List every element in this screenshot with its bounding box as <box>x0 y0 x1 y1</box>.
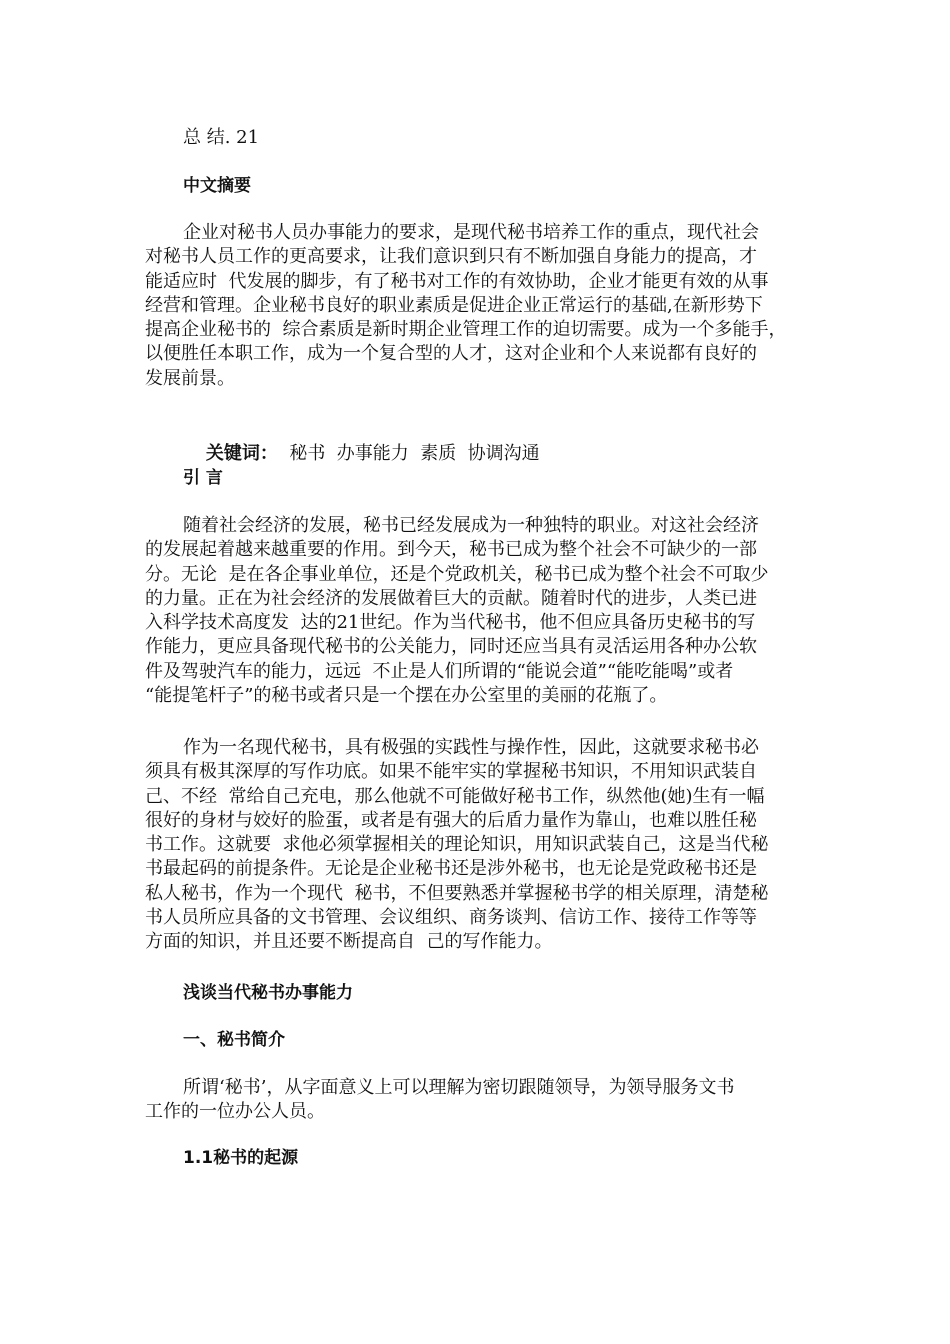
intro-line: “能提笔杆子”的秘书或者只是一个摆在办公室里的美丽的花瓶了。 <box>145 685 668 707</box>
intro-paragraph-2 <box>145 736 768 955</box>
intro-line: 很好的身材与姣好的脸蛋，或者是有强大的后盾力量作为靠山，也难以胜任秘 <box>145 809 757 831</box>
chapter-1-heading: 一、秘书简介 <box>183 1030 285 1050</box>
abstract-line: 对秘书人员工作的更高要求，让我们意识到只有不断加强自身能力的提高，才 <box>145 246 757 268</box>
intro-line: 件及驾驶汽车的能力，远远 不止是人们所谓的“能说会道”“能吃能喝”或者 <box>145 660 734 682</box>
intro-line: 书工作。这就要 求他必须掌握相关的理论知识，用知识武装自己，这是当代秘 <box>145 834 769 856</box>
intro-line: 方面的知识，并且还要不断提高自 己的写作能力。 <box>145 931 553 953</box>
intro-heading: 引 言 <box>183 468 223 488</box>
toc-summary-line: 总 结. 21 <box>183 127 260 148</box>
keywords-terms: 秘书 办事能力 素质 协调沟通 <box>277 443 540 464</box>
abstract-line: 提高企业秘书的 综合素质是新时期企业管理工作的迫切需要。成为一个多能手， <box>145 319 787 341</box>
abstract-paragraph <box>145 221 786 391</box>
intro-line: 随着社会经济的发展，秘书已经发展成为一种独特的职业。对这社会经济 <box>183 515 759 536</box>
intro-line: 的力量。正在为社会经济的发展做着巨大的贡献。随着时代的进步，人类已进 <box>145 587 757 609</box>
intro-line: 己、不经 常给自己充电，那么他就不可能做好秘书工作，纵然他(她)生有一幅 <box>145 785 765 807</box>
chapter-line: 工作的一位办公人员。 <box>145 1101 325 1123</box>
abstract-heading: 中文摘要 <box>183 176 251 196</box>
intro-line: 作为一名现代秘书，具有极强的实践性与操作性，因此，这就要求秘书必 <box>183 737 759 758</box>
intro-line: 作能力，更应具备现代秘书的公关能力，同时还应当具有灵活运用各种办公软 <box>145 636 757 658</box>
section-title: 浅谈当代秘书办事能力 <box>183 983 353 1003</box>
intro-line: 书最起码的前提条件。无论是企业秘书还是涉外秘书，也无论是党政秘书还是 <box>145 858 757 880</box>
subsection-heading: 1.1秘书的起源 <box>183 1148 299 1168</box>
intro-paragraph-1 <box>145 514 768 708</box>
intro-line: 分。无论 是在各企事业单位，还是个党政机关，秘书已成为整个社会不可取少 <box>145 563 769 585</box>
chapter-line: 所谓‘秘书’，从字面意义上可以理解为密切跟随领导，为领导服务文书 <box>183 1077 735 1098</box>
intro-line: 入科学技术高度发 达的21世纪。作为当代秘书，他不但应具备历史秘书的写 <box>145 612 756 634</box>
intro-line: 的发展起着越来越重要的作用。到今天，秘书已成为整个社会不可缺少的一部 <box>145 539 757 561</box>
keywords-label: 关键词： <box>205 443 278 464</box>
abstract-line: 能适应时 代发展的脚步，有了秘书对工作的有效协助，企业才能更有效的从事 <box>145 270 769 292</box>
chapter-1-paragraph <box>145 1076 734 1125</box>
abstract-line: 企业对秘书人员办事能力的要求，是现代秘书培养工作的重点，现代社会 <box>183 222 759 243</box>
intro-line: 私人秘书，作为一个现代 秘书，不但要熟悉并掌握秘书学的相关原理，清楚秘 <box>145 882 769 904</box>
intro-line: 须具有极其深厚的写作功底。如果不能牢实的掌握秘书知识，不用知识武装自 <box>145 761 757 783</box>
abstract-line: 以便胜任本职工作，成为一个复合型的人才，这对企业和个人来说都有良好的 <box>145 343 757 365</box>
abstract-line: 经营和管理。企业秘书良好的职业素质是促进企业正常运行的基础,在新形势下 <box>145 294 763 316</box>
intro-line: 书人员所应具备的文书管理、会议组织、商务谈判、信访工作、接待工作等等 <box>145 907 757 929</box>
abstract-line: 发展前景。 <box>145 367 235 389</box>
